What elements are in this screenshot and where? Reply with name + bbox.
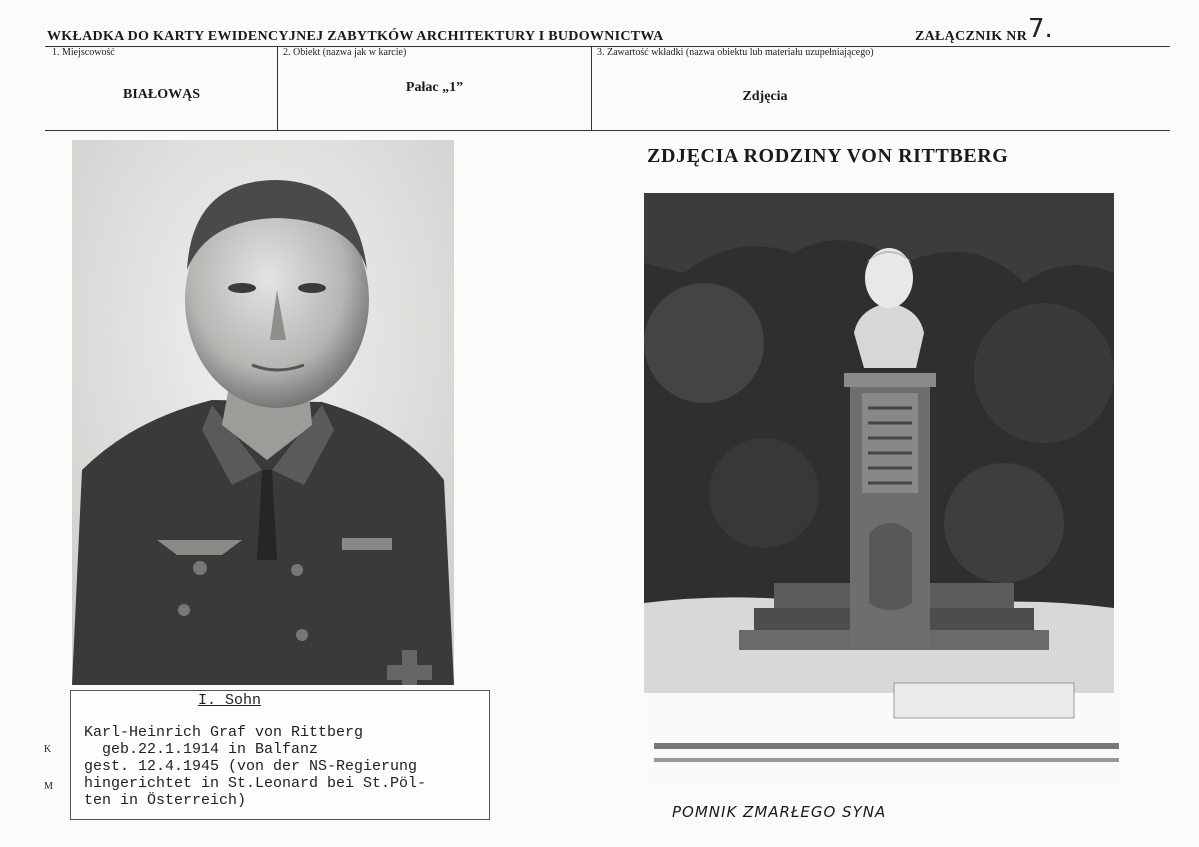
field-value-contents: Zdjęcia <box>742 89 788 104</box>
field-label-object: 2. Obiekt (nazwa jak w karcie) <box>283 47 407 58</box>
margin-mark: M <box>44 781 53 792</box>
section-heading: ZDJĘCIA RODZINY VON RITTBERG <box>647 145 1009 167</box>
field-label-contents: 3. Zawartość wkładki (nazwa obiektu lub materiału uzupełniającego) <box>597 47 874 58</box>
field-value-place: BIAŁOWĄS <box>122 87 201 102</box>
portrait-caption-line: Karl-Heinrich Graf von Rittberg <box>84 724 364 741</box>
portrait-caption-line: hingerichtet in St.Leonard bei St.Pöl- <box>84 775 427 792</box>
portrait-caption-line: gest. 12.4.1945 (von der NS-Regierung <box>84 758 418 775</box>
portrait-caption-heading: I. Sohn <box>198 692 262 709</box>
header-rule-bottom <box>45 130 1170 131</box>
form-title: WKŁADKA DO KARTY EWIDENCYJNEJ ZABYTKÓW ARCHITEKTURY I BUDOWNICTWA <box>47 29 664 44</box>
portrait-caption-line: geb.22.1.1914 in Balfanz <box>84 741 319 758</box>
field-value-object: Pałac „1” <box>405 80 464 95</box>
attachment-number: 7. <box>1028 14 1053 44</box>
field-label-place: 1. Miejscowość <box>52 47 115 58</box>
field-divider-2 <box>591 46 592 131</box>
monument-photo <box>644 193 1119 788</box>
portrait-photo <box>72 140 454 685</box>
margin-mark: K <box>44 744 52 755</box>
monument-caption: POMNIK ZMARŁEGO SYNA <box>672 803 887 821</box>
attachment-label: ZAŁĄCZNIK NR <box>915 29 1028 44</box>
portrait-caption-line: ten in Österreich) <box>84 792 247 809</box>
